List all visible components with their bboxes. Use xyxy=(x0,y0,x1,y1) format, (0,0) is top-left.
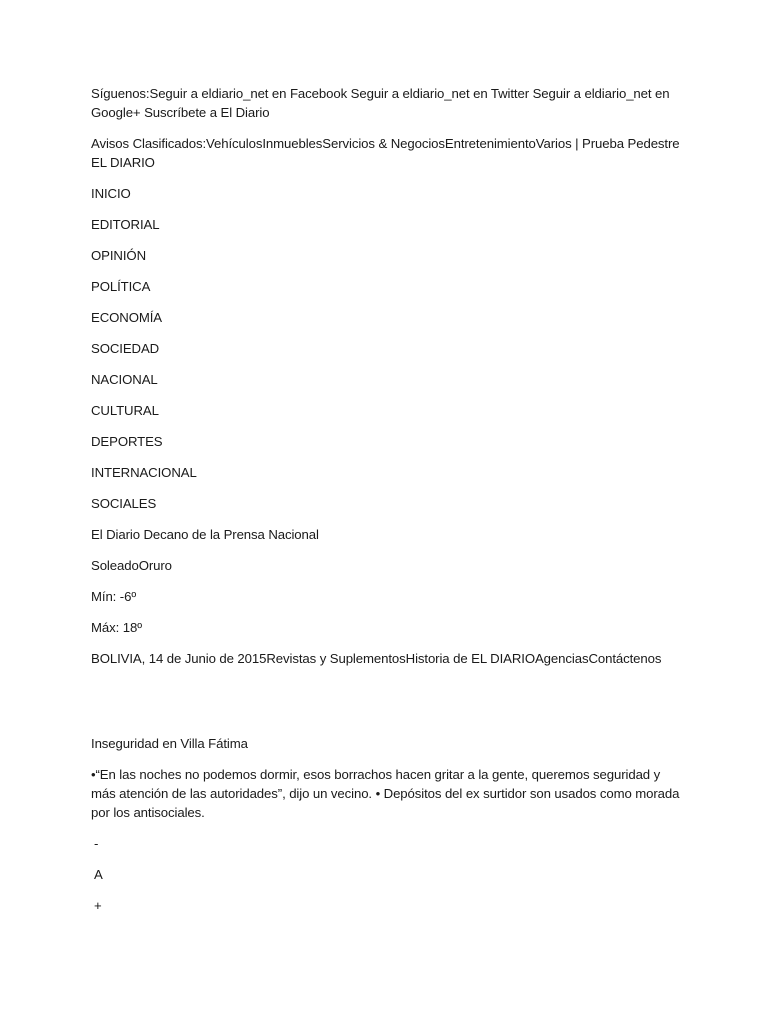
nav-item-opinion[interactable]: OPINIÓN xyxy=(91,248,146,263)
classified-ads-line xyxy=(91,134,681,172)
twitter-follow-link[interactable]: Seguir a eldiario_net en Twitter xyxy=(350,86,530,101)
nav-item-inicio[interactable]: INICIO xyxy=(91,186,131,201)
link-historia[interactable]: Historia de EL DIARIO xyxy=(405,651,535,666)
nav-item-internacional[interactable]: INTERNACIONAL xyxy=(91,465,197,480)
nav-item-sociedad[interactable]: SOCIEDAD xyxy=(91,341,160,356)
nav-item-economia[interactable]: ECONOMÍA xyxy=(91,310,163,325)
nav-item-cultural[interactable]: CULTURAL xyxy=(91,403,159,418)
link-revistas[interactable]: Revistas y Suplementos xyxy=(266,651,406,666)
weather-city: Oruro xyxy=(138,558,172,573)
article-summary: •“En las noches no podemos dormir, esos borrachos hacen gritar a la gente, queremos seguridad y más atención de las autoridades”, dijo un vecino. • Depósitos del ex surtidor son usados como morada por los antisociales. xyxy=(91,767,680,820)
classified-item-entretenimiento[interactable]: Entretenimiento xyxy=(444,136,536,151)
classified-item-varios[interactable]: Varios xyxy=(535,136,572,151)
nav-item-politica[interactable]: POLÍTICA xyxy=(91,279,151,294)
font-decrease-button[interactable]: - xyxy=(94,836,99,851)
dateline-date: BOLIVIA, 14 de Junio de 2015 xyxy=(91,651,267,666)
classified-item-servicios[interactable]: Servicios & Negocios xyxy=(322,136,445,151)
weather-max: Máx: 18º xyxy=(91,620,142,635)
classified-item-vehiculos[interactable]: Vehículos xyxy=(206,136,263,151)
subscribe-link[interactable]: Suscríbete a El Diario xyxy=(144,105,270,120)
font-increase-button[interactable]: + xyxy=(94,898,102,913)
weather-line xyxy=(91,556,681,575)
nav-item-sociales[interactable]: SOCIALES xyxy=(91,496,157,511)
nav-item-editorial[interactable]: EDITORIAL xyxy=(91,217,160,232)
nav-item-nacional[interactable]: NACIONAL xyxy=(91,372,158,387)
google-plus-follow-link[interactable]: Seguir a eldiario_net en Google+ xyxy=(91,86,670,120)
dateline xyxy=(91,649,681,668)
social-label: Síguenos: xyxy=(91,86,150,101)
classified-label: Avisos Clasificados: xyxy=(91,136,207,151)
font-reset-button[interactable]: A xyxy=(94,867,103,882)
classified-item-inmuebles[interactable]: Inmuebles xyxy=(262,136,323,151)
weather-min: Mín: -6º xyxy=(91,589,137,604)
tagline: El Diario Decano de la Prensa Nacional xyxy=(91,527,319,542)
link-agencias[interactable]: Agencias xyxy=(534,651,589,666)
article-headline[interactable]: Inseguridad en Villa Fátima xyxy=(91,736,248,751)
nav-item-deportes[interactable]: DEPORTES xyxy=(91,434,163,449)
facebook-follow-link[interactable]: Seguir a eldiario_net en Facebook xyxy=(149,86,348,101)
document-page xyxy=(91,84,681,927)
social-follow-line xyxy=(91,84,681,122)
classified-separator: | xyxy=(571,136,583,151)
weather-condition: Soleado xyxy=(91,558,139,573)
promo-link[interactable]: Prueba Pedestre EL DIARIO xyxy=(91,136,680,170)
link-contactenos[interactable]: Contáctenos xyxy=(588,651,662,666)
